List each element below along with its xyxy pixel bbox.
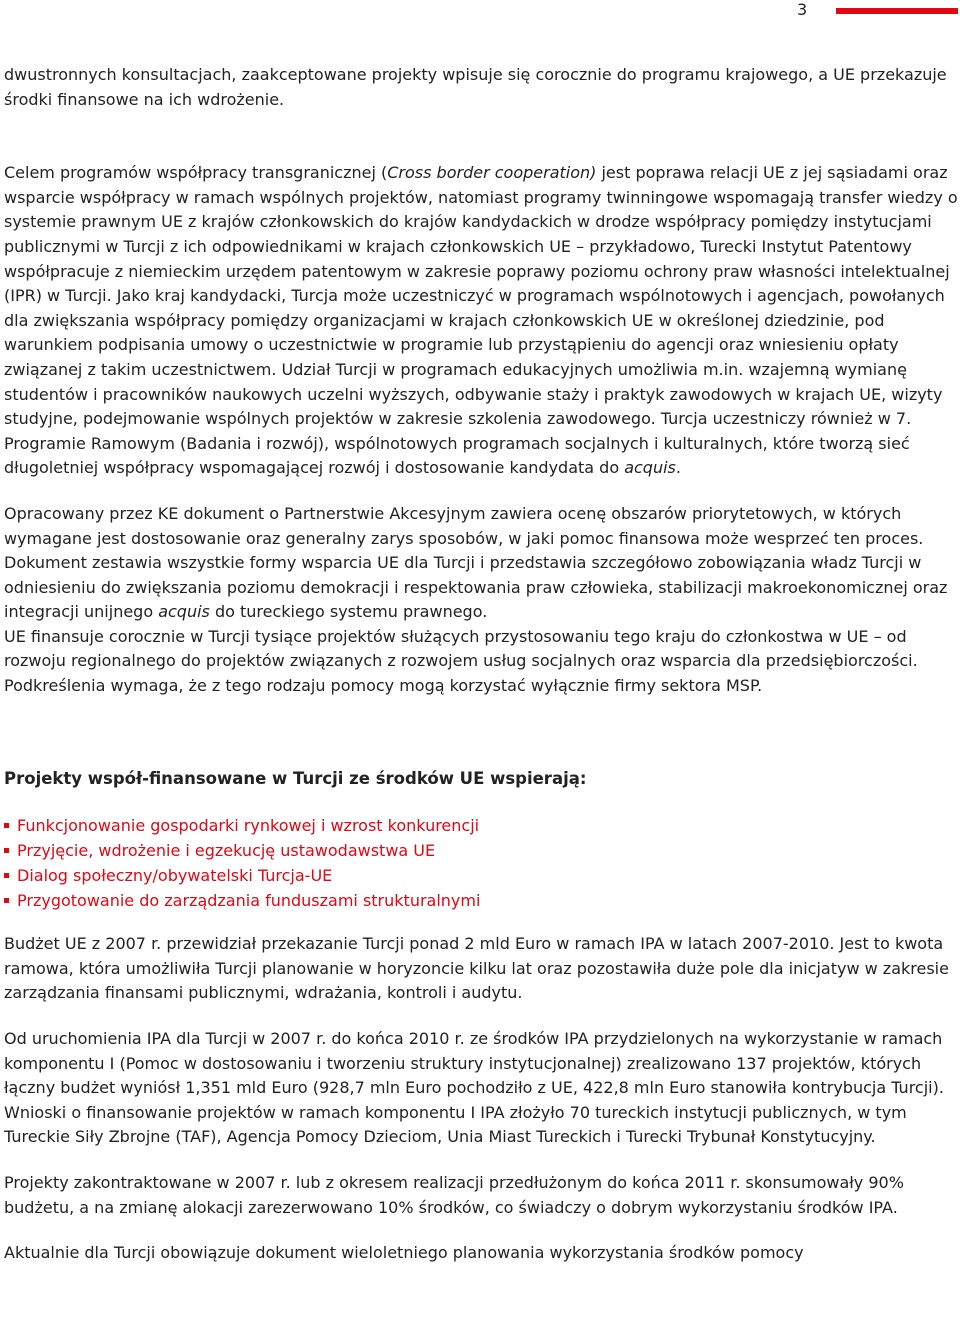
list-item-label: Dialog społeczny/obywatelski Turcja-UE [17, 866, 333, 886]
document-body [4, 63, 958, 1266]
paragraph-4: UE finansuje corocznie w Turcji tysiące projektów służących przystosowaniu tego kraju do członkostwa w UE – od rozwoju regionalnego do projektów związanych z rozwojem usług socjalnych oraz wsparcia dla przedsiębiorczości. Podkreślenia wymaga, że z tego rodzaju pomocy mogą korzystać wyłącznie firmy sektora MSP. [4, 626, 918, 696]
paragraph-6: Od uruchomienia IPA dla Turcji w 2007 r. do końca 2010 r. ze środków IPA przydzielonych na wykorzystanie w ramach komponentu I (Pomoc w dostosowaniu i tworzeniu struktury instytucjonalnej) zrealizowano 137 projektów, których łączny budżet wyniósł 1,351 mld Euro (928,7 mln Euro pochodziło z UE, 422,8 mln Euro stanowiła kontrybucja Turcji). Wnioski o finansowanie projektów w ramach komponentu I IPA złożyło 70 tureckich instytucji publicznych, w tym Tureckie Siły Zbrojne (TAF), Agencja Pomocy Dzieciom, Unia Miast Tureckich i Turecki Trybunał Konstytucyjny. [4, 1029, 944, 1147]
paragraph-3 [4, 502, 958, 625]
square-bullet-icon [4, 848, 9, 853]
paragraph-3-text-b: do tureckiego systemu prawnego. [209, 602, 488, 622]
list-item-label: Przyjęcie, wdrożenie i egzekucję ustawodawstwa UE [17, 841, 436, 861]
paragraph-2-italic-acquis: acquis [624, 458, 676, 478]
list-item [4, 888, 958, 913]
list-item [4, 813, 958, 838]
section-heading: Projekty współ-finansowane w Turcji ze środków UE wspierają: [4, 768, 587, 788]
list-item [4, 838, 958, 863]
paragraph-2-text-b: jest poprawa relacji UE z jej sąsiadami oraz wsparcie współpracy w ramach wspólnych projektów, natomiast programy twinningowe wspomagają transfer wiedzy o systemie prawnym UE z krajów członkowskich do krajów kandydackich w drodze współpracy pomiędzy instytucjami publicznymi w Turcji z ich odpowiednikami w krajach członkowskich UE – przykładowo, Turecki Instytut Patentowy współpracuje z niemieckim urzędem patentowym w zakresie poprawy poziomu ochrony praw własności intelektualnej (IPR) w Turcji. Jako kraj kandydacki, Turcja może uczestniczyć w programach wspólnotowych i agencjach, powołanych dla zwiększania współpracy pomiędzy organizacjami w krajach członkowskich UE w określonej dziedzinie, pod warunkiem podpisania umowy o uczestnictwie w programie lub przystąpieniu do agencji oraz wniesieniu opłaty związanej z takim uczestnictwem. Udział Turcji w programach edukacyjnych umożliwia m.in. wzajemną wymianę studentów i pracowników naukowych uczelni wyższych, odbywanie staży i praktyk zawodowych w krajach UE, wizyty studyjne, podejmowanie wspólnych projektów w zakresie szkolenia zawodowego. Turcja uczestniczy również w 7. Programie Ramowym (Badania i rozwój), wspólnotowych programach socjalnych i kulturalnych, które tworzą sieć długoletniej współpracy wspomagającej rozwój i dostosowanie kandydata do [4, 163, 958, 478]
paragraph-2-text-c: . [675, 458, 681, 478]
page-number: 3 [797, 0, 808, 19]
paragraph-5: Budżet UE z 2007 r. przewidział przekazanie Turcji ponad 2 mld Euro w ramach IPA w latach 2007-2010. Jest to kwota ramowa, która umożliwiła Turcji planowanie w horyzoncie kilku lat oraz pozostawiła duże pole dla inicjatyw w zakresie zarządzania finansami publicznymi, wdrażania, kontroli i audytu. [4, 934, 949, 1003]
paragraph-3-italic-acquis: acquis [158, 602, 210, 622]
paragraph-2-italic-cross-border: Cross border cooperation) [387, 163, 597, 183]
paragraph-8: Aktualnie dla Turcji obowiązuje dokument wieloletniego planowania wykorzystania środków pomocy [4, 1243, 804, 1263]
square-bullet-icon [4, 873, 9, 878]
list-item [4, 863, 958, 888]
list-item-label: Przygotowanie do zarządzania funduszami strukturalnymi [17, 891, 481, 911]
paragraph-2-text-a: Celem programów współpracy transgranicznej ( [4, 163, 388, 183]
paragraph-2 [4, 161, 958, 481]
support-areas-list [4, 813, 958, 913]
square-bullet-icon [4, 898, 9, 903]
paragraph-7: Projekty zakontraktowane w 2007 r. lub z okresem realizacji przedłużonym do końca 2011 r. skonsumowały 90% budżetu, a na zmianę alokacji zarezerwowano 10% środków, co świadczy o dobrym wykorzystaniu środków IPA. [4, 1173, 904, 1217]
square-bullet-icon [4, 823, 9, 828]
paragraph-3-text-a: Opracowany przez KE dokument o Partnerstwie Akcesyjnym zawiera ocenę obszarów priorytetowych, w których wymagane jest dostosowanie oraz generalny zarys sposobów, w jaki pomoc finansowa może wesprzeć ten proces. Dokument zestawia wszystkie formy wsparcia UE dla Turcji i przedstawia szczegółowo zobowiązania władz Turcji w odniesieniu do zwiększania poziomu demokracji i respektowania praw człowieka, stabilizacji makroekonomicznej oraz integracji unijnego [4, 503, 948, 622]
paragraph-1: dwustronnych konsultacjach, zaakceptowane projekty wpisuje się corocznie do programu krajowego, a UE przekazuje środki finansowe na ich wdrożenie. [4, 65, 947, 109]
list-item-label: Funkcjonowanie gospodarki rynkowej i wzrost konkurencji [17, 816, 480, 836]
header-accent-bar [836, 8, 958, 14]
